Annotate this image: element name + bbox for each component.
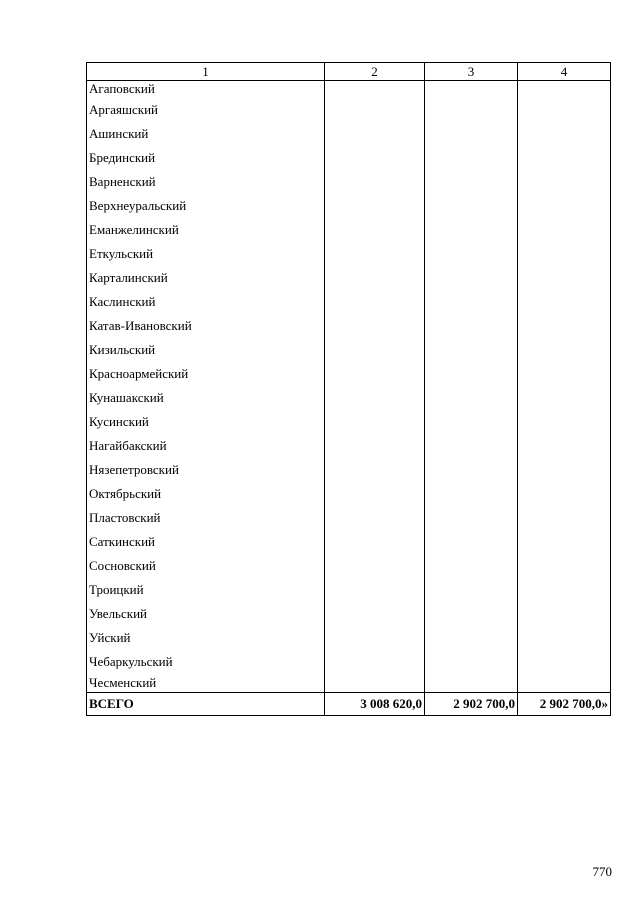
value-cell-col-3 [425, 530, 518, 554]
district-name: Катав-Ивановский [87, 314, 325, 338]
value-cell-col-3 [425, 602, 518, 626]
table-row [87, 362, 611, 386]
value-cell-col-2 [325, 81, 425, 99]
value-cell-col-4 [518, 98, 611, 122]
value-cell-col-3 [425, 482, 518, 506]
table-row [87, 410, 611, 434]
table-row [87, 530, 611, 554]
district-name: Пластовский [87, 506, 325, 530]
value-cell-col-3 [425, 242, 518, 266]
value-cell-col-3 [425, 170, 518, 194]
budget-table [86, 62, 611, 716]
table-row [87, 170, 611, 194]
value-cell-col-4 [518, 554, 611, 578]
value-cell-col-4 [518, 386, 611, 410]
value-cell-col-2 [325, 530, 425, 554]
table-row [87, 554, 611, 578]
district-name: Октябрьский [87, 482, 325, 506]
table-body [87, 81, 611, 693]
value-cell-col-4 [518, 194, 611, 218]
value-cell-col-3 [425, 266, 518, 290]
district-name: Увельский [87, 602, 325, 626]
value-cell-col-2 [325, 482, 425, 506]
value-cell-col-2 [325, 338, 425, 362]
value-cell-col-4 [518, 458, 611, 482]
value-cell-col-2 [325, 650, 425, 674]
total-row [87, 693, 611, 716]
district-name: Ашинский [87, 122, 325, 146]
district-name: Еманжелинский [87, 218, 325, 242]
table-row [87, 626, 611, 650]
total-col-3: 2 902 700,0 [425, 693, 518, 716]
district-name: Красноармейский [87, 362, 325, 386]
value-cell-col-2 [325, 410, 425, 434]
value-cell-col-2 [325, 170, 425, 194]
table-row [87, 482, 611, 506]
value-cell-col-2 [325, 626, 425, 650]
header-col-3: 3 [425, 63, 518, 81]
value-cell-col-2 [325, 602, 425, 626]
value-cell-col-2 [325, 266, 425, 290]
table-row [87, 602, 611, 626]
value-cell-col-2 [325, 218, 425, 242]
value-cell-col-4 [518, 122, 611, 146]
district-name: Кизильский [87, 338, 325, 362]
value-cell-col-2 [325, 434, 425, 458]
value-cell-col-4 [518, 266, 611, 290]
budget-table-container [86, 62, 610, 716]
value-cell-col-3 [425, 146, 518, 170]
value-cell-col-4 [518, 602, 611, 626]
district-name: Верхнеуральский [87, 194, 325, 218]
district-name: Троицкий [87, 578, 325, 602]
table-row [87, 674, 611, 693]
value-cell-col-3 [425, 338, 518, 362]
table-row [87, 458, 611, 482]
value-cell-col-4 [518, 338, 611, 362]
value-cell-col-2 [325, 314, 425, 338]
value-cell-col-4 [518, 578, 611, 602]
table-row [87, 242, 611, 266]
district-name: Сосновский [87, 554, 325, 578]
district-name: Брединский [87, 146, 325, 170]
district-name: Уйский [87, 626, 325, 650]
table-row [87, 578, 611, 602]
total-label: ВСЕГО [87, 693, 325, 716]
table-row [87, 218, 611, 242]
header-col-2: 2 [325, 63, 425, 81]
value-cell-col-3 [425, 122, 518, 146]
value-cell-col-3 [425, 506, 518, 530]
value-cell-col-3 [425, 194, 518, 218]
value-cell-col-3 [425, 98, 518, 122]
value-cell-col-3 [425, 362, 518, 386]
table-row [87, 338, 611, 362]
value-cell-col-4 [518, 626, 611, 650]
value-cell-col-3 [425, 386, 518, 410]
value-cell-col-2 [325, 98, 425, 122]
district-name: Карталинский [87, 266, 325, 290]
table-row [87, 506, 611, 530]
district-name: Нагайбакский [87, 434, 325, 458]
value-cell-col-2 [325, 386, 425, 410]
district-name: Агаповский [87, 81, 325, 99]
value-cell-col-3 [425, 674, 518, 693]
value-cell-col-4 [518, 242, 611, 266]
table-row [87, 194, 611, 218]
table-row [87, 122, 611, 146]
value-cell-col-3 [425, 314, 518, 338]
table-row [87, 434, 611, 458]
value-cell-col-3 [425, 290, 518, 314]
value-cell-col-2 [325, 458, 425, 482]
value-cell-col-2 [325, 554, 425, 578]
value-cell-col-3 [425, 410, 518, 434]
district-name: Чесменский [87, 674, 325, 693]
value-cell-col-4 [518, 506, 611, 530]
total-col-2: 3 008 620,0 [325, 693, 425, 716]
value-cell-col-2 [325, 146, 425, 170]
value-cell-col-4 [518, 650, 611, 674]
value-cell-col-4 [518, 290, 611, 314]
table-row [87, 81, 611, 99]
table-row [87, 266, 611, 290]
value-cell-col-4 [518, 434, 611, 458]
value-cell-col-2 [325, 506, 425, 530]
district-name: Аргаяшский [87, 98, 325, 122]
header-col-4: 4 [518, 63, 611, 81]
value-cell-col-4 [518, 410, 611, 434]
district-name: Нязепетровский [87, 458, 325, 482]
district-name: Каслинский [87, 290, 325, 314]
table-row [87, 290, 611, 314]
value-cell-col-2 [325, 290, 425, 314]
value-cell-col-3 [425, 218, 518, 242]
district-name: Еткульский [87, 242, 325, 266]
district-name: Чебаркульский [87, 650, 325, 674]
page-number: 770 [592, 864, 612, 879]
value-cell-col-3 [425, 434, 518, 458]
table-row [87, 98, 611, 122]
value-cell-col-4 [518, 482, 611, 506]
district-name: Кунашакский [87, 386, 325, 410]
table-row [87, 146, 611, 170]
value-cell-col-3 [425, 650, 518, 674]
table-row [87, 314, 611, 338]
value-cell-col-4 [518, 170, 611, 194]
value-cell-col-3 [425, 458, 518, 482]
value-cell-col-4 [518, 146, 611, 170]
value-cell-col-2 [325, 122, 425, 146]
value-cell-col-2 [325, 674, 425, 693]
value-cell-col-3 [425, 626, 518, 650]
value-cell-col-4 [518, 81, 611, 99]
value-cell-col-4 [518, 314, 611, 338]
value-cell-col-3 [425, 554, 518, 578]
value-cell-col-4 [518, 674, 611, 693]
value-cell-col-2 [325, 194, 425, 218]
value-cell-col-2 [325, 242, 425, 266]
value-cell-col-3 [425, 81, 518, 99]
district-name: Варненский [87, 170, 325, 194]
value-cell-col-4 [518, 218, 611, 242]
table-row [87, 650, 611, 674]
value-cell-col-4 [518, 362, 611, 386]
value-cell-col-2 [325, 362, 425, 386]
header-row [87, 63, 611, 81]
district-name: Кусинский [87, 410, 325, 434]
value-cell-col-3 [425, 578, 518, 602]
value-cell-col-2 [325, 578, 425, 602]
district-name: Саткинский [87, 530, 325, 554]
total-col-4: 2 902 700,0» [518, 693, 611, 716]
header-col-1: 1 [87, 63, 325, 81]
value-cell-col-4 [518, 530, 611, 554]
table-row [87, 386, 611, 410]
